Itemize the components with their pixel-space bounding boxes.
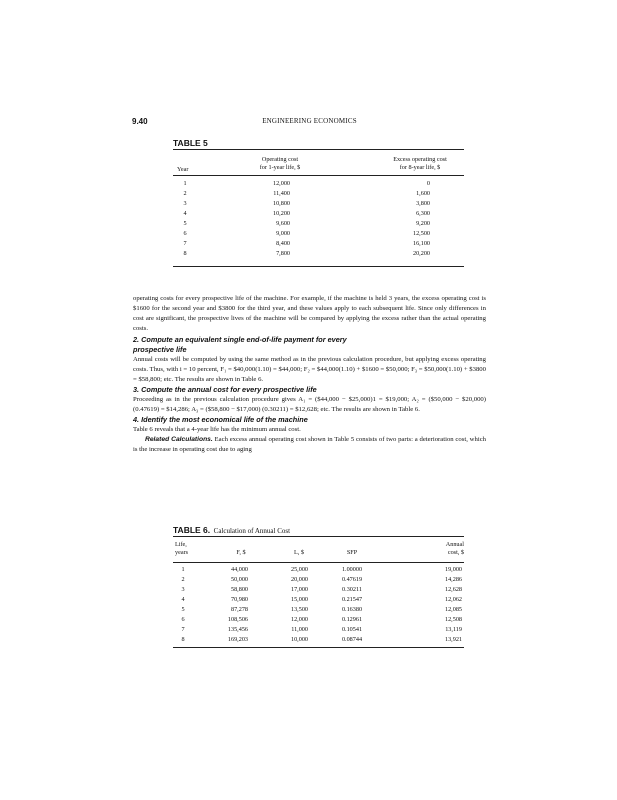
table5-col-year: [178, 179, 192, 259]
step3-text: Proceeding as in the previous calculation procedure gives A₁ = ($44,000 − $25,000)1 = $19,000; A₂ = ($50,000 − $20,000)(0.47619) = $14,286; A₃ = ($58,800 − $17,000) (0.30211) = $12,628; etc. The results are shown in Table 6.: [133, 396, 486, 413]
table5-cell: 9,200: [416, 220, 430, 227]
table6-cell: 12,628: [444, 586, 462, 593]
table6-header-annual: [424, 541, 464, 557]
body-text: [133, 294, 486, 455]
page-number: 9.40: [132, 117, 148, 126]
table6-cell: 6: [181, 616, 185, 623]
table6-col-annual: [428, 565, 462, 645]
table5-cell: 5: [183, 220, 187, 227]
table6-rule-bottom: [173, 647, 464, 648]
table6-header-f: F, $: [236, 549, 246, 556]
table6-cell: 0.08744: [341, 636, 363, 643]
table6-cell: 2: [181, 576, 185, 583]
table6-col-f: [216, 565, 248, 645]
table6-cell: 169,203: [227, 636, 248, 643]
step2-heading-line1: 2. Compute an equivalent single end-of-life payment for every: [133, 335, 347, 344]
table5-header-operating-line2: for 1-year life, $: [259, 164, 301, 171]
table5-rule-bottom: [173, 266, 464, 267]
table5-cell: 12,000: [272, 180, 290, 187]
table6-cell: 0.21547: [341, 596, 363, 603]
table5-cell: 1: [183, 180, 187, 187]
table6-cell: 0.10541: [341, 626, 363, 633]
table6-header-annual-line2: cost, $: [447, 549, 464, 556]
table6-header-sfp: SFP: [346, 549, 358, 556]
table6-cell: 135,456: [227, 626, 248, 633]
table6-cell: 13,500: [290, 606, 308, 613]
table6-header-l: L, $: [294, 549, 304, 556]
table6-cell: 58,800: [230, 586, 248, 593]
related-calculations-label: Related Calculations.: [145, 436, 213, 443]
table5-cell: 6,300: [416, 210, 430, 217]
table5-header-operating: [240, 156, 320, 172]
table5-cell: 10,200: [272, 210, 290, 217]
table5-cell: 4: [183, 210, 187, 217]
paragraph-operating-costs: operating costs for every prospective life of the machine. For example, if the machine is held 3 years, the excess operating cost is $1600 for the second year and $3800 for the third year, and these values apply to each subsequent life. Since only differences in cost are significant, the prospective lives of the machine will be compared by applying the excess rather than the actual operating costs.: [133, 295, 486, 332]
table6-cell: 3: [181, 586, 185, 593]
table5-cell: 1,600: [416, 190, 430, 197]
table5-cell: 8: [183, 250, 187, 257]
table5-header-excess: [375, 156, 465, 172]
table6-cell: 8: [181, 636, 185, 643]
table6-cell: 1: [181, 566, 185, 573]
table6-cell: 12,000: [290, 616, 308, 623]
related-calculations-paragraph: [133, 435, 486, 455]
table5-cell: 0: [426, 180, 430, 187]
page-header: [132, 117, 487, 129]
table6-cell: 10,000: [290, 636, 308, 643]
table6-cell: 12,085: [444, 606, 462, 613]
table6-cell: 13,119: [445, 626, 462, 633]
table6-title-label: TABLE 6.: [173, 525, 211, 535]
step2-text: Annual costs will be computed by using the same method as in the previous calculation procedure, but applying excess operating costs. Thus, with i = 10 percent, F₁ = $40,000(1.10) = $44,000; F₂ = $44,000(1.10) + $1600 = $50,000; F₃ = $50,000(1.10) + $3800 = $58,800; etc. The results are shown in Table 6.: [133, 356, 486, 383]
table6-cell: 50,000: [230, 576, 248, 583]
table6-rule-top: [173, 536, 464, 537]
table6-cell: 12,062: [444, 596, 462, 603]
table6-cell: 19,000: [444, 566, 462, 573]
table5-cell: 3,800: [416, 200, 430, 207]
table5-rule-top: [173, 149, 464, 150]
table5-cell: 7,800: [276, 250, 290, 257]
table6-cell: 17,000: [290, 586, 308, 593]
table6-cell: 0.30211: [342, 586, 362, 593]
table6-cell: 12,508: [444, 616, 462, 623]
table5-cell: 2: [183, 190, 187, 197]
table5-header-year: Year: [177, 166, 189, 173]
table5-cell: 6: [183, 230, 187, 237]
table6-col-l: [276, 565, 308, 645]
table6-col-sfp: [335, 565, 369, 645]
table6-cell: 20,000: [290, 576, 308, 583]
table6-cell: 70,980: [230, 596, 248, 603]
table5-cell: 20,200: [412, 250, 430, 257]
table6-cell: 11,000: [291, 626, 308, 633]
step4-text: Table 6 reveals that a 4-year life has the minimum annual cost.: [133, 426, 301, 433]
related-calculations-text: Each excess annual operating cost shown in Table 5 consists of two parts: a deterioration cost, which is the increase in operating cost due to aging: [133, 436, 487, 453]
table6-cell: 0.12961: [341, 616, 363, 623]
table6-header-annual-line1: Annual: [445, 541, 464, 548]
table6-cell: 0.16380: [341, 606, 363, 613]
step2-heading-line2: prospective life: [133, 345, 187, 354]
table6-header-life: [175, 541, 188, 557]
table5-cell: 12,500: [412, 230, 430, 237]
table5-col-excess: [402, 179, 430, 259]
table6-cell: 14,286: [444, 576, 462, 583]
table6-cell: 4: [181, 596, 185, 603]
table6-title: [173, 525, 290, 535]
table5-cell: 7: [183, 240, 187, 247]
table6-cell: 0.47619: [341, 576, 363, 583]
table5-cell: 9,000: [276, 230, 290, 237]
table5-title: TABLE 5: [173, 138, 208, 148]
table5-rule-mid: [173, 175, 464, 176]
table6-header-life-line2: years: [175, 549, 189, 556]
table5-cell: 10,800: [272, 200, 290, 207]
table6-caption: Calculation of Annual Cost: [213, 527, 291, 535]
table5-cell: 9,600: [276, 220, 290, 227]
table5-header-excess-line1: Excess operating cost: [393, 156, 447, 163]
table6-cell: 25,000: [290, 566, 308, 573]
table6-cell: 108,506: [227, 616, 248, 623]
table6-cell: 7: [181, 626, 185, 633]
table6-cell: 5: [181, 606, 185, 613]
step3-heading: 3. Compute the annual cost for every prospective life: [133, 385, 317, 394]
running-title: ENGINEERING ECONOMICS: [262, 117, 357, 125]
table5-header-operating-line1: Operating cost: [261, 156, 299, 163]
table6-cell: 13,921: [444, 636, 462, 643]
table6-cell: 44,000: [230, 566, 248, 573]
table6-col-life: [176, 565, 190, 645]
table5-header-excess-line2: for 8-year life, $: [399, 164, 441, 171]
table5-cell: 16,100: [412, 240, 430, 247]
table5-cell: 8,400: [276, 240, 290, 247]
step4-heading: 4. Identify the most economical life of the machine: [133, 415, 308, 424]
table5-col-operating: [262, 179, 290, 259]
table5-cell: 3: [183, 200, 187, 207]
table6-cell: 15,000: [290, 596, 308, 603]
table6-header-life-line1: Life,: [175, 541, 187, 548]
table6-rule-mid: [173, 562, 464, 563]
table6-cell: 87,278: [230, 606, 248, 613]
step2-heading: [133, 335, 486, 355]
table6-cell: 1.00000: [341, 566, 363, 573]
table5-cell: 11,400: [273, 190, 290, 197]
